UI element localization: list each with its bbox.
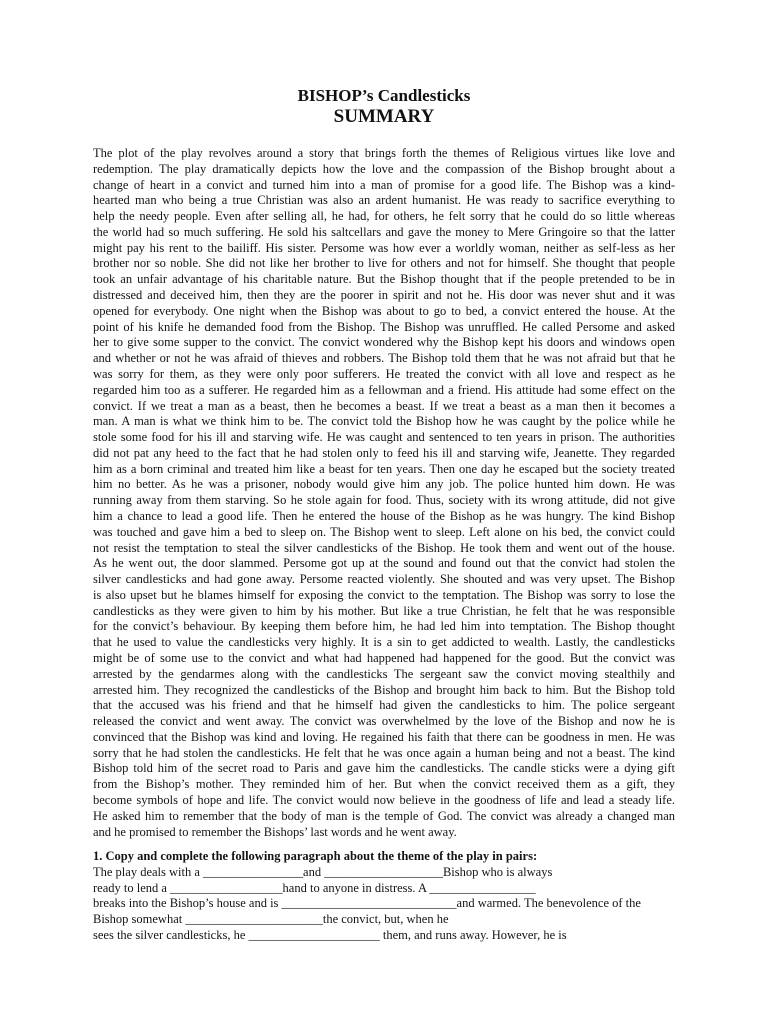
exercise-text [93, 865, 675, 944]
summary-line: He asked him to remember that the body of man is the temple of God. The convict was already a changed man [93, 808, 675, 823]
summary-line: released the convict and went away. The convict was overwhelmed by the love of the Bishop and now he is [93, 714, 675, 729]
exercise-line: breaks into the Bishop’s house and is ____________________________and warmed. The benevolence of the [93, 896, 641, 911]
summary-line: that he used to value the candlesticks very highly. It is a sin to get addicted to wealth. Lastly, the candlesticks [93, 635, 675, 650]
summary-line: candlesticks as they were given to him by his mother. But like a true Christian, he felt that he was responsible [93, 603, 675, 618]
summary-line: might be of some use to the convict and what had happened had happened for the good. But the convict was [93, 651, 675, 665]
summary-line: him a chance to lead a good life. Then he entered the house of the Bishop as he was hungry. The kind Bishop [93, 508, 675, 523]
exercise-heading: 1. Copy and complete the following paragraph about the theme of the play in pairs: [93, 849, 538, 863]
summary-line: him as a born criminal and treated him like a beast for ten years. Then one day he escaped but the society treated [93, 461, 675, 476]
summary-line: The plot of the play revolves around a story that brings forth the themes of Religious virtues like love and [93, 146, 675, 160]
summary-line: distressed and deceived him, then they are the poorer in spirit and not he. His door was never shut and it was [93, 288, 675, 303]
summary-line: silver candlesticks and had gone away. Persome reacted violently. She shouted and was very upset. The Bishop [93, 572, 675, 587]
summary-line: her to give some supper to the convict. The convict wondered why the Bishop kept his doors and windows open [93, 335, 675, 350]
summary-line: is also upset but he blames himself for exposing the convict to the temptation. The Bishop was sorry to lose the [93, 587, 675, 602]
summary-line: change of heart in a convict and turned him into a man of promise for a good life. The Bishop was a kind- [93, 177, 675, 192]
summary-line: hearted man who being a true Christian was also an ardent humanist. He was ready to sacrifice everything to [93, 193, 675, 208]
summary-line: was touched and gave him a bed to sleep on. The Bishop went to sleep. Left alone on his bed, the convict could [93, 524, 675, 539]
exercise-section [93, 849, 675, 944]
summary-line: help the needy people. Even after selling all, he had, for others, he felt sorry that he could do so little whereas [93, 209, 675, 224]
summary-line: stole some food for his ill and starving wife. He was caught and sentenced to ten years in prison. The authorities [93, 430, 675, 445]
summary-line: running away from them starving. So he stole again for food. Thus, society with its wrong attitude, did not give [93, 493, 675, 508]
summary-line: not resist the temptation to steal the silver candlesticks of the Bishop. He took them and went out of the house. [93, 540, 675, 555]
summary-line: Bishop told him of the secret road to Paris and gave him the candlesticks. The candle sticks were a dying gift [93, 761, 675, 776]
summary-paragraph [93, 146, 675, 840]
summary-line: man. A man is what we think him to be. The convict told the Bishop how he was caught by the police while he [93, 414, 675, 429]
summary-line: regarded him too as a sufferer. He regarded him as a fellowman and a friend. His attitude had some effect on the [93, 382, 675, 397]
summary-line: and whether or not he was afraid of thieves and robbers. The Bishop told them that he was not afraid but that he [93, 351, 675, 366]
summary-line: brother nor so noble. She did not like her brother to live for others and not for himself. She thought that people [93, 256, 675, 271]
summary-line: arrested by the gendarmes along with the candlesticks The sergeant saw the convict moving stealthily and [93, 666, 675, 681]
summary-line: from the Bishop’s mother. They reminded him of her. But when the convict received them as a gift, they [93, 777, 675, 792]
summary-line: sorry that he had stolen the candlesticks. He felt that he was once again a human being and not a beast. The kind [93, 745, 675, 760]
exercise-line: sees the silver candlesticks, he _____________________ them, and runs away. However, he is [93, 927, 567, 942]
summary-line: that the accused was his friend and that he himself had given the candlesticks to him. The police sergeant [93, 698, 675, 713]
summary-line: him no better. As he was a prisoner, nobody would give him any job. The police hunted him down. He was [93, 477, 675, 492]
summary-line: point of his knife he demanded food from the Bishop. The Bishop was unruffled. He called Persome and asked [93, 319, 675, 334]
summary-line: become symbols of hope and life. The convict would now believe in the goodness of life and lead a steady life. [93, 793, 675, 808]
exercise-line: Bishop somewhat ______________________the convict, but, when he [93, 912, 449, 927]
summary-line: for the convict’s behaviour. By keeping them before him, he had led him into temptation. The Bishop thought [93, 619, 675, 634]
summary-line: opened for everybody. One night when the Bishop was about to go to bed, a convict entered the house. At the [93, 303, 675, 318]
exercise-line: ready to lend a __________________hand to anyone in distress. A _________________ [93, 880, 536, 895]
document-title: BISHOP’s Candlesticks [297, 86, 471, 105]
summary-line: convict. If we treat a man as a beast, then he becomes a beast. If we treat a beast as a man then it becomes a [93, 398, 675, 413]
summary-line: might pay his rent to the bailiff. His sister. Persome was how ever a worldly woman, neither as self-less as her [93, 240, 675, 255]
summary-line: and he promised to remember the Bishops’ last words and he went away. [93, 824, 457, 839]
summary-line: was sorry for them, as they were only poor sufferers. He treated the convict with all love and respect as he [93, 366, 675, 381]
summary-line: the world had so much suffering. He sold his saltcellars and gave the money to Mere Gringoire so that the latter [93, 224, 675, 239]
document-subtitle: SUMMARY [333, 106, 435, 127]
summary-line: As he went out, the door slammed. Persome got up at the sound and found out that the convict had stolen the [93, 556, 675, 571]
summary-line: convinced that the Bishop was kind and loving. He regained his faith that there can be goodness in men. He was [93, 729, 675, 744]
summary-line: took an unfair advantage of his charitable nature. But the Bishop thought that if the people pretended to be in [93, 272, 675, 287]
summary-line: redemption. The play dramatically depicts how the love and the compassion of the Bishop brought about a [93, 161, 675, 176]
summary-line: arrested him. They recognized the candlesticks of the Bishop and brought him back to him. But the Bishop told [93, 682, 675, 697]
exercise-line: The play deals with a ________________and ___________________Bishop who is always [93, 864, 553, 879]
summary-line: did not pat any heed to the fact that he had stolen only to feed his ill and starving wife, Jeanette. They regarded [93, 445, 675, 460]
